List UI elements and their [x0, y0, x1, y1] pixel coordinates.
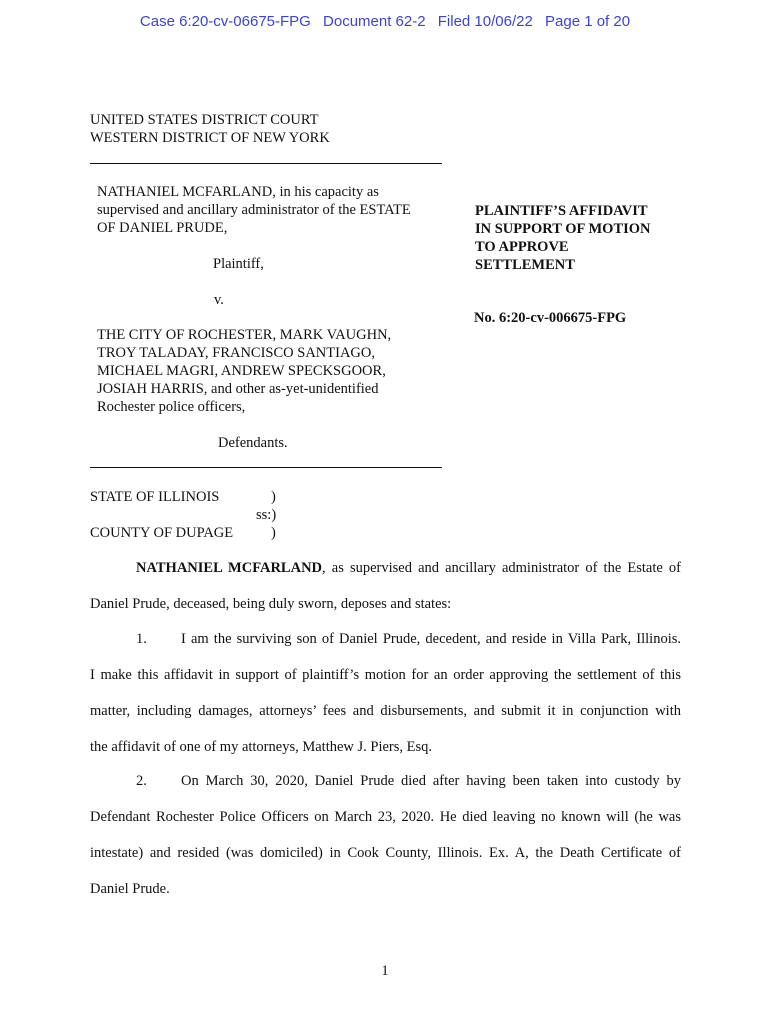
title-line-2: IN SUPPORT OF MOTION	[475, 221, 651, 237]
paragraph-1-line-3: matter, including damages, attorneys’ fees and disbursements, and submit it in conjunction with	[90, 703, 681, 719]
case-number: No. 6:20-cv-006675-FPG	[474, 310, 627, 326]
paragraph-1-line-1: I am the surviving son of Daniel Prude, decedent, and reside in Villa Park, Illinois.	[181, 631, 681, 647]
caption-bottom-rule	[90, 467, 442, 468]
paragraph-2-number: 2.	[136, 773, 147, 789]
defendant-line-2: TROY TALADAY, FRANCISCO SANTIAGO,	[97, 345, 375, 361]
header-document: Document 62-2	[323, 13, 426, 30]
intro-line-2: Daniel Prude, deceased, being duly sworn, deposes and states:	[90, 596, 452, 612]
defendant-label: Defendants.	[218, 435, 288, 451]
defendant-line-1: THE CITY OF ROCHESTER, MARK VAUGHN,	[97, 327, 392, 343]
paragraph-2-line-4: Daniel Prude.	[90, 881, 170, 897]
title-line-4: SETTLEMENT	[475, 257, 575, 273]
paragraph-1-line-4: the affidavit of one of my attorneys, Matthew J. Piers, Esq.	[90, 739, 433, 755]
venue-ss: ss:)	[256, 507, 277, 523]
venue-paren-1: )	[271, 489, 276, 505]
paragraph-1-line-2: I make this affidavit in support of plaintiff’s motion for an order approving the settlement of this	[90, 667, 681, 683]
versus: v.	[214, 292, 224, 308]
title-line-1: PLAINTIFF’S AFFIDAVIT	[475, 203, 648, 219]
plaintiff-line-3: OF DANIEL PRUDE,	[97, 220, 228, 236]
filing-header	[0, 13, 770, 30]
venue-paren-2: )	[271, 525, 276, 541]
defendant-line-4: JOSIAH HARRIS, and other as-yet-unidentified	[97, 381, 379, 397]
court-name-line2: WESTERN DISTRICT OF NEW YORK	[90, 130, 330, 146]
plaintiff-line-2: supervised and ancillary administrator of the ESTATE	[97, 202, 411, 218]
paragraph-2-line-3: intestate) and resided (was domiciled) in Cook County, Illinois. Ex. A, the Death Certificate of	[90, 845, 681, 861]
intro-line-1	[136, 560, 681, 577]
paragraph-1-number: 1.	[136, 631, 147, 647]
page-number: 1	[381, 963, 389, 979]
plaintiff-label: Plaintiff,	[213, 256, 264, 272]
defendant-line-5: Rochester police officers,	[97, 399, 246, 415]
venue-county: COUNTY OF DUPAGE	[90, 525, 234, 541]
venue-state: STATE OF ILLINOIS	[90, 489, 220, 505]
paragraph-2-line-2: Defendant Rochester Police Officers on March 23, 2020. He died leaving no known will (he was	[90, 809, 681, 825]
affiant-name: NATHANIEL MCFARLAND	[136, 560, 323, 576]
caption-top-rule	[90, 163, 442, 164]
court-name-line1: UNITED STATES DISTRICT COURT	[90, 112, 319, 128]
title-line-3: TO APPROVE	[475, 239, 569, 255]
plaintiff-line-1: NATHANIEL MCFARLAND, in his capacity as	[97, 184, 379, 200]
header-case-number: Case 6:20-cv-06675-FPG	[139, 13, 311, 30]
paragraph-2-line-1: On March 30, 2020, Daniel Prude died after having been taken into custody by	[181, 773, 681, 789]
defendant-line-3: MICHAEL MAGRI, ANDREW SPECKSGOOR,	[97, 363, 386, 379]
header-filed-date: Filed 10/06/22	[437, 13, 533, 30]
header-page: Page 1 of 20	[545, 13, 631, 30]
intro-rest: , as supervised and ancillary administrator of the Estate of	[322, 560, 681, 576]
